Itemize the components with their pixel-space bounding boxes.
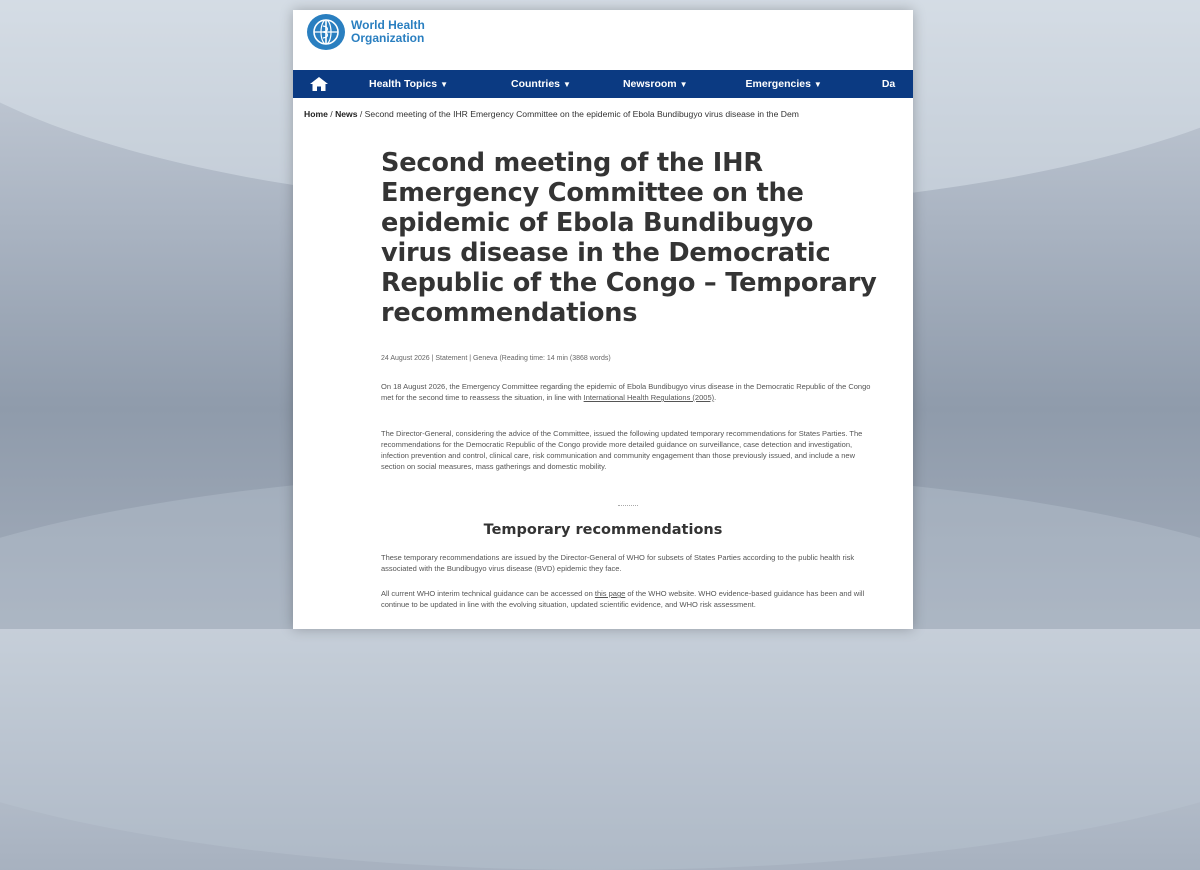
paragraph-director-general: The Director-General, considering the advice of the Committee, issued the following updated temporary recommendations for States Parties. The recommendations for the Democratic Republic of the Congo provide more detailed guidance on surveillance, case detection and investigation, infection prevention and control, clinical care, risk communication and community engagement than those previously issued, and include a new section on social measures, mass gatherings and domestic mobility.	[381, 429, 863, 471]
home-icon[interactable]	[293, 76, 345, 92]
breadcrumb-separator: /	[330, 109, 333, 119]
breadcrumb	[304, 109, 799, 119]
site-header	[293, 10, 913, 70]
webpage-screenshot	[293, 10, 913, 629]
paragraph-end: .	[714, 393, 717, 402]
who-logo[interactable]	[307, 14, 425, 50]
nav-label: Health Topics	[369, 78, 438, 90]
breadcrumb-home[interactable]: Home	[304, 109, 328, 119]
chevron-down-icon: ▼	[679, 79, 688, 89]
nav-newsroom[interactable]	[623, 78, 688, 90]
paragraph-text-end: of the WHO website. WHO evidence-based guidance has been and will continue to be updated in line with the evolving situation, updated scientific evidence, and WHO risk assessment.	[381, 589, 865, 609]
nav-health-topics[interactable]	[369, 78, 448, 90]
article-title: Second meeting of the IHR Emergency Committee on the epidemic of Ebola Bundibugyo virus disease in the Democratic Republic of the Congo – Temporary recommendations	[381, 148, 877, 328]
section-divider	[618, 505, 638, 506]
paragraph-intro	[381, 381, 871, 403]
this-page-link[interactable]: this page	[594, 589, 626, 598]
who-emblem-icon	[307, 14, 345, 50]
logo-line-1: World Health	[351, 18, 425, 32]
main-navigation	[293, 70, 913, 98]
section-heading: Temporary recommendations	[483, 522, 723, 538]
chevron-down-icon: ▼	[563, 79, 571, 89]
nav-label: Da	[881, 78, 896, 90]
nav-data[interactable]	[882, 78, 895, 90]
logo-line-2: Organization	[351, 31, 425, 45]
breadcrumb-current: / Second meeting of the IHR Emergency Committee on the epidemic of Ebola Bundibugyo virus disease in the Dem	[359, 109, 799, 119]
chevron-down-icon: ▼	[813, 79, 822, 89]
paragraph-recommendations: These temporary recommendations are issued by the Director-General of WHO for subsets of States Parties according to the public health risk associated with the Bundibugyo virus disease (BVD) epidemic they face.	[381, 553, 855, 573]
breadcrumb-news[interactable]: News	[335, 109, 358, 119]
paragraph-text: On 18 August 2026, the Emergency Committee regarding the epidemic of Ebola Bundibugyo virus disease in the Democratic Republic of the Congo met for the second time to reassess the situation, in line with	[381, 382, 871, 402]
paragraph-guidance	[381, 588, 871, 610]
nav-label: Countries	[511, 78, 561, 90]
ihr-link[interactable]: International Health Regulations (2005)	[583, 393, 715, 402]
nav-label: Newsroom	[622, 78, 677, 90]
chevron-down-icon: ▼	[440, 79, 448, 89]
article-meta: 24 August 2026 | Statement | Geneva (Reading time: 14 min (3868 words)	[381, 355, 611, 362]
paragraph-text: All current WHO interim technical guidance can be accessed on	[381, 589, 593, 598]
nav-label: Emergencies	[745, 78, 811, 90]
nav-emergencies[interactable]	[746, 78, 822, 90]
nav-countries[interactable]	[511, 78, 571, 90]
